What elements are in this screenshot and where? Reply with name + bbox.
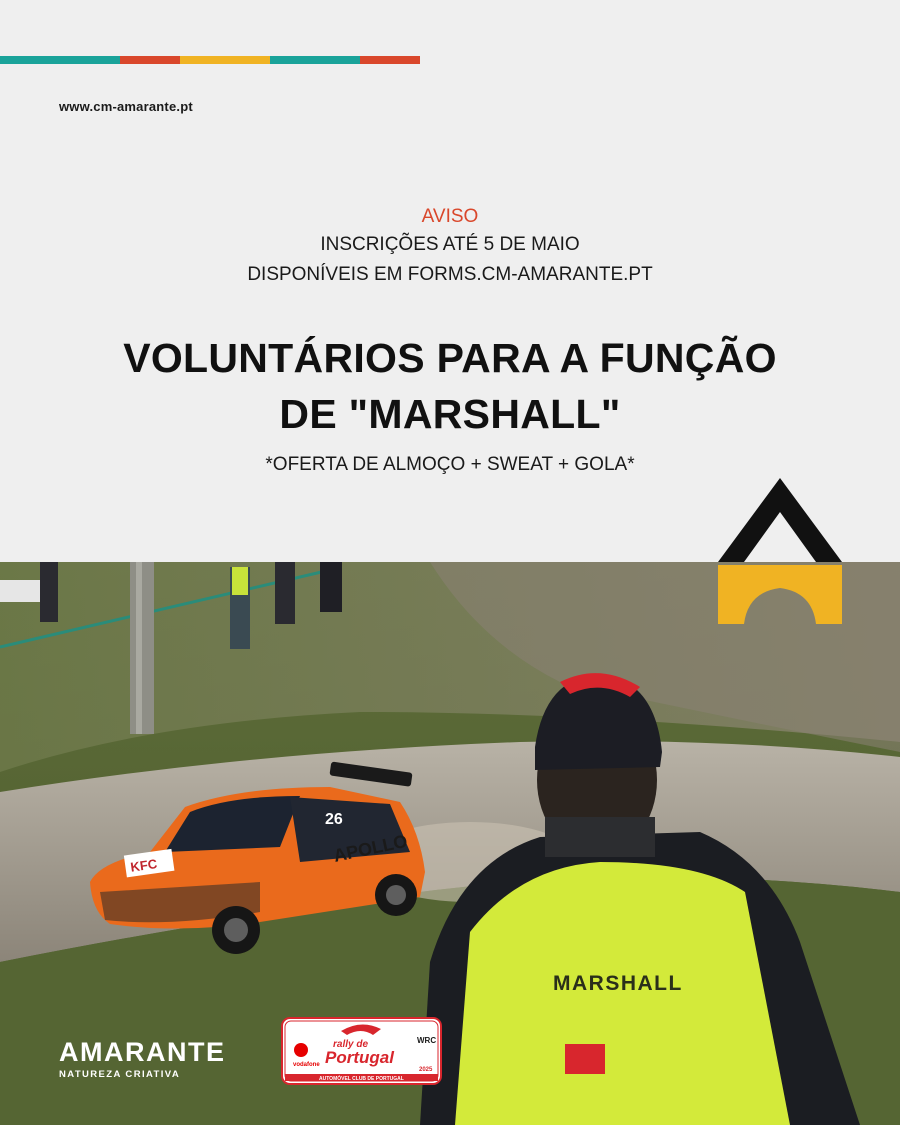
headline-line-1: VOLUNTÁRIOS PARA A FUNÇÃO [123,335,777,381]
website-link[interactable]: www.cm-amarante.pt [59,99,193,114]
brand-color-bar [0,56,420,64]
registration-deadline: INSCRIÇÕES ATÉ 5 DE MAIO [320,234,580,255]
rally-year: 2025 [419,1067,433,1073]
amarante-logo [59,1037,226,1080]
car-number-text: 26 [325,811,343,828]
notice-label: AVISO [421,206,479,227]
rally-club: AUTOMÓVEL CLUB DE PORTUGAL [319,1076,404,1082]
car-brand-text: APOLLO [331,830,410,866]
amarante-tagline: NATUREZA CRIATIVA [59,1069,181,1080]
rally-series: WRC [417,1036,437,1045]
amarante-brand: AMARANTE [59,1037,226,1067]
offer-text: *OFERTA DE ALMOÇO + SWEAT + GOLA* [265,454,635,475]
color-bar-red-2 [360,56,420,64]
headline [0,330,900,442]
arch-logo-icon [718,478,842,624]
color-bar-yellow [180,56,270,64]
vodafone-icon [294,1043,308,1057]
rally-portugal-logo [281,1017,442,1085]
car-sponsor-text: KFC [129,856,159,875]
color-bar-teal [0,56,120,64]
vest-text: MARSHALL [553,972,683,995]
registration-form-info: DISPONÍVEIS EM FORMS.CM-AMARANTE.PT [247,264,653,285]
notice-block [0,204,900,290]
rally-title-small: rally de [333,1039,369,1050]
rally-title-big: Portugal [325,1048,394,1067]
color-bar-red [120,56,180,64]
headline-line-2: DE "MARSHALL" [279,391,621,437]
rally-sponsor: vodafone [293,1062,320,1068]
color-bar-teal-2 [270,56,360,64]
